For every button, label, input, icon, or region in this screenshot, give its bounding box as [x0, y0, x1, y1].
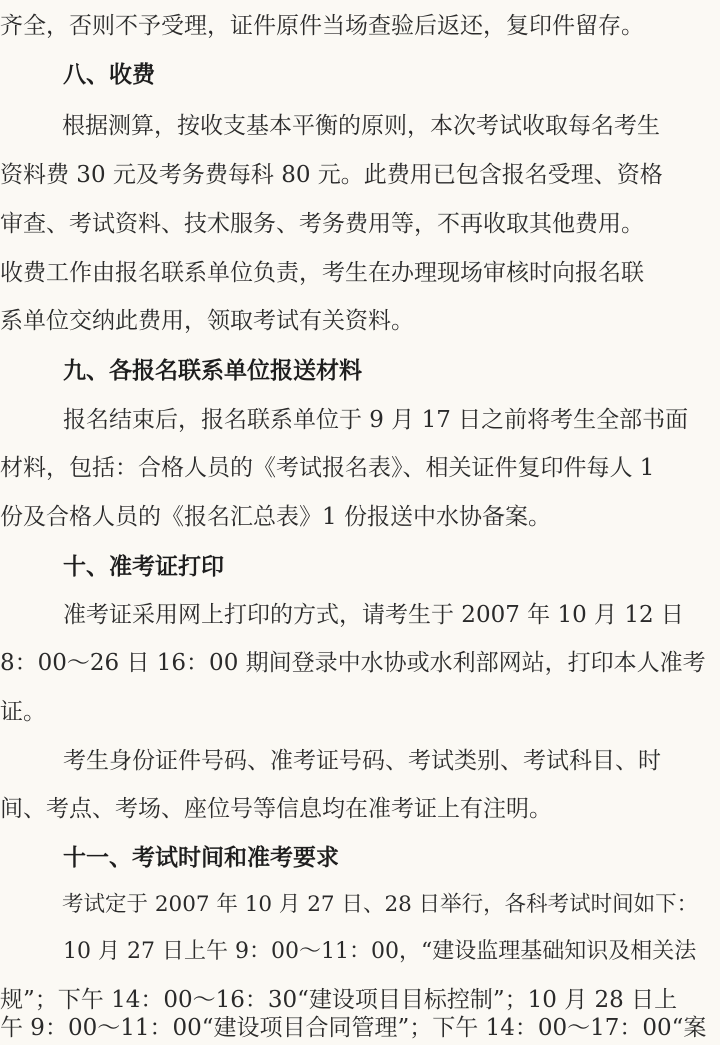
text-line: 报名结束后，报名联系单位于 9 月 17 日之前将考生全部书面: [63, 407, 689, 433]
text-line: 材料，包括：合格人员的《考试报名表》、相关证件复印件每人 1: [0, 455, 655, 481]
text-line: 10 月 27 日上午 9：00～11：00，“建设监理基础知识及相关法: [63, 939, 697, 964]
section-heading: 十、准考证打印: [63, 553, 224, 580]
text-line: 齐全，否则不予受理，证件原件当场查验后返还，复印件留存。: [0, 13, 644, 39]
text-line: 考生身份证件号码、准考证号码、考试类别、考试科目、时: [63, 748, 661, 774]
text-line: 份及合格人员的《报名汇总表》1 份报送中水协备案。: [0, 504, 551, 530]
text-line: 规”；下午 14：00～16：30“建设项目目标控制”；10 月 28 日上: [0, 987, 678, 1013]
text-line: 午 9：00～11：00“建设项目合同管理”；下午 14：00～17：00“案: [0, 1015, 707, 1041]
text-line: 系单位交纳此费用，领取考试有关资料。: [0, 308, 414, 334]
section-heading: 十一、考试时间和准考要求: [63, 844, 339, 871]
text-line: 证。: [0, 699, 46, 725]
text-line: 根据测算，按收支基本平衡的原则，本次考试收取每名考生: [62, 113, 660, 139]
text-line: 准考证采用网上打印的方式，请考生于 2007 年 10 月 12 日: [63, 602, 684, 628]
text-line: 考试定于 2007 年 10 月 27 日、28 日举行，各科考试时间如下：: [62, 892, 699, 917]
text-line: 8：00～26 日 16：00 期间登录中水协或水利部网站，打印本人准考: [0, 650, 706, 676]
text-line: 间、考点、考场、座位号等信息均在准考证上有注明。: [0, 796, 552, 822]
text-line: 资料费 30 元及考务费每科 80 元。此费用已包含报名受理、资格: [0, 162, 663, 188]
text-line: 审查、考试资料、技术服务、考务费用等，不再收取其他费用。: [0, 211, 644, 237]
section-heading: 九、各报名联系单位报送材料: [63, 357, 362, 384]
text-line: 收费工作由报名联系单位负责，考生在办理现场审核时向报名联: [0, 260, 644, 286]
section-heading: 八、收费: [63, 61, 155, 88]
